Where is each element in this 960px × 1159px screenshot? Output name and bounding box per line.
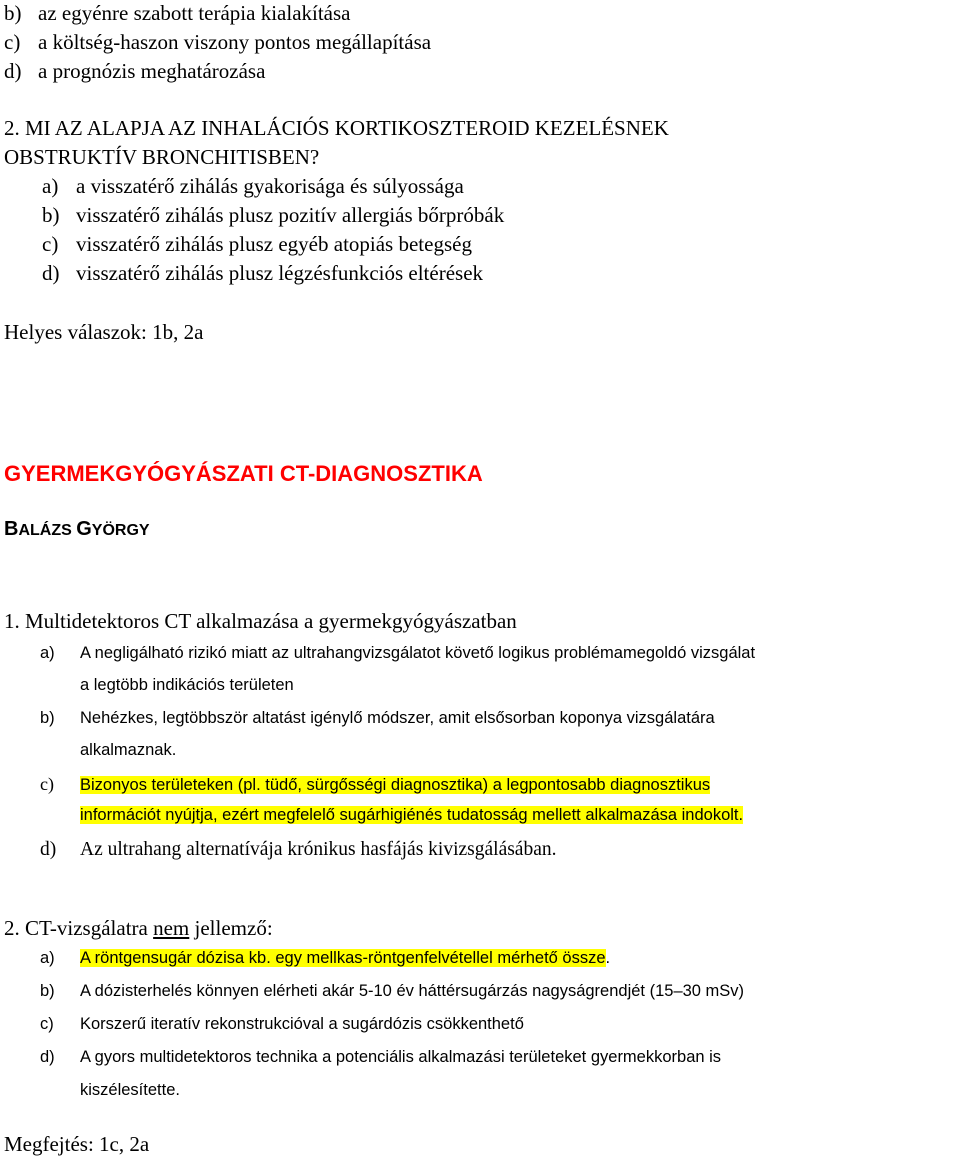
author-last-initial: G xyxy=(76,518,92,540)
ct-q1-option-c-line1 xyxy=(40,771,710,797)
ct-question-1-title: 1. Multidetektoros CT alkalmazása a gyermekgyógyászatban xyxy=(4,609,517,633)
question-2-title-line1: 2. MI AZ ALAPJA AZ INHALÁCIÓS KORTIKOSZTEROID KEZELÉSNEK xyxy=(4,116,669,140)
ct-q1-option-b-line1 xyxy=(40,706,715,730)
author-first-initial: B xyxy=(4,518,19,540)
option-d xyxy=(4,58,265,84)
highlighted-answer-text: A röntgensugár dózisa kb. egy mellkas-röntgenfelvétellel mérhető össze xyxy=(80,949,606,967)
ct-q1-option-b-line2: alkalmaznak. xyxy=(80,741,177,759)
ct-q2-option-c xyxy=(40,1012,524,1036)
option-text: A dózisterhelés könnyen elérheti akár 5-10 év háttérsugárzás nagyságrendjét (15–30 mSv) xyxy=(80,982,745,1000)
ct-q1-option-a-line2: a legtöbb indikációs területen xyxy=(80,676,294,694)
option-text: visszatérő zihálás plusz egyéb atopiás betegség xyxy=(76,232,472,256)
ct-q2-option-a xyxy=(40,946,610,970)
author-last-rest: YÖRGY xyxy=(91,522,150,539)
question-2-title-line2: OBSTRUKTÍV BRONCHITISBEN? xyxy=(4,145,320,169)
option-tail: . xyxy=(605,949,611,967)
ct-q1-option-c-line2 xyxy=(80,803,743,827)
author-name xyxy=(4,515,150,545)
option-label: c) xyxy=(42,232,59,256)
highlighted-answer-text: információt nyújtja, ezért megfelelő sugárhigiénés tudatosság mellett alkalmazása indokolt. xyxy=(80,806,744,824)
option-text: Az ultrahang alternatívája krónikus hasfájás kivizsgálásában. xyxy=(80,839,557,860)
option-label: c) xyxy=(40,774,54,794)
option-text: a prognózis meghatározása xyxy=(38,59,266,83)
ct-q1-option-d xyxy=(40,837,557,863)
q2-option-d xyxy=(42,260,483,286)
ct-q2-option-d-line1 xyxy=(40,1045,721,1069)
option-label: b) xyxy=(42,203,60,227)
ct-q1-option-a-line1 xyxy=(40,641,755,665)
option-text: visszatérő zihálás plusz légzésfunkciós eltérések xyxy=(76,261,484,285)
ct-q2-option-d-line2: kiszélesítette. xyxy=(80,1081,180,1099)
option-label: d) xyxy=(4,59,22,83)
option-label: a) xyxy=(42,174,59,198)
option-text: Nehézkes, legtöbbször altatást igénylő módszer, amit elsősorban koponya vizsgálatára xyxy=(80,709,715,727)
option-b xyxy=(4,0,351,26)
option-label: d) xyxy=(40,1048,55,1066)
highlighted-answer-text: Bizonyos területeken (pl. tüdő, sürgősségi diagnosztika) a legpontosabb diagnosztikus xyxy=(80,776,711,794)
answer-key-2: Megfejtés: 1c, 2a xyxy=(4,1132,150,1156)
option-text: az egyénre szabott terápia kialakítása xyxy=(38,1,351,25)
ct-question-2-title xyxy=(4,915,273,941)
option-text: visszatérő zihálás plusz pozitív allergiás bőrpróbák xyxy=(76,203,505,227)
q2-option-c xyxy=(42,231,472,257)
option-text: A negligálható rizikó miatt az ultrahangvizsgálatot követő logikus problémamegoldó vizsgálat xyxy=(80,644,756,662)
option-text: Korszerű iteratív rekonstrukcióval a sugárdózis csökkenthető xyxy=(80,1015,524,1033)
option-text: a visszatérő zihálás gyakorisága és súlyossága xyxy=(76,174,464,198)
section-title: GYERMEKGYÓGYÁSZATI CT-DIAGNOSZTIKA xyxy=(4,461,483,486)
option-label: d) xyxy=(40,839,57,860)
answer-key-1: Helyes válaszok: 1b, 2a xyxy=(4,320,204,344)
option-label: c) xyxy=(4,30,21,54)
option-label: b) xyxy=(40,709,55,727)
option-label: b) xyxy=(4,1,22,25)
title-underlined-word: nem xyxy=(153,916,190,940)
option-c xyxy=(4,29,431,55)
option-text: a költség-haszon viszony pontos megállapítása xyxy=(38,30,432,54)
author-first-rest: ALÁZS xyxy=(18,522,72,539)
q2-option-a xyxy=(42,173,464,199)
option-label: d) xyxy=(42,261,60,285)
option-label: b) xyxy=(40,982,55,1000)
ct-q2-option-b xyxy=(40,979,744,1003)
title-prefix: 2. CT-vizsgálatra xyxy=(4,916,154,940)
option-text: A gyors multidetektoros technika a potenciális alkalmazási területeket gyermekkorban is xyxy=(80,1048,722,1066)
option-label: a) xyxy=(40,949,55,967)
q2-option-b xyxy=(42,202,504,228)
option-label: a) xyxy=(40,644,55,662)
option-label: c) xyxy=(40,1015,54,1033)
title-suffix: jellemző: xyxy=(189,916,273,940)
